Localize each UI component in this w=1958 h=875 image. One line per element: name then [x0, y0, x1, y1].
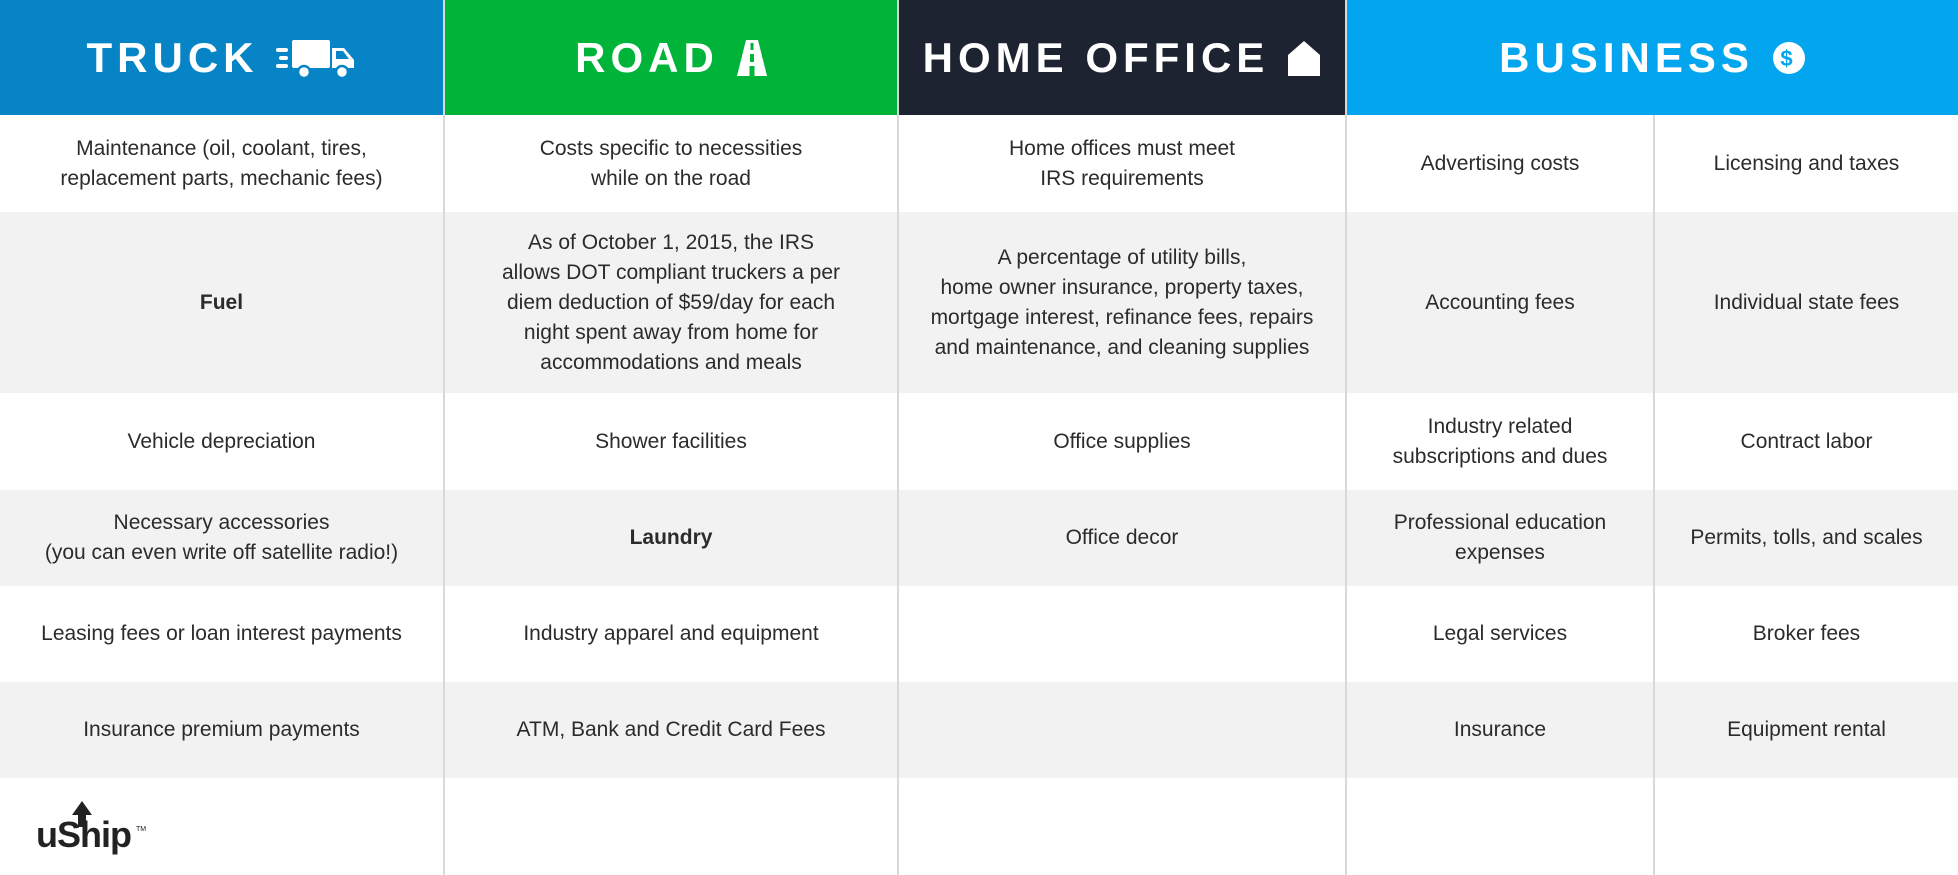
table-cell-truck: Insurance premium payments — [83, 718, 360, 741]
table-cell-business-2: Broker fees — [1752, 622, 1861, 645]
svg-text:$: $ — [1780, 45, 1798, 71]
table-cell-road: Industry apparel and equipment — [523, 622, 819, 645]
table-row — [0, 212, 1958, 393]
table-cell-business-1: Advertising costs — [1420, 151, 1580, 175]
table-cell-truck: Leasing fees or loan interest payments — [41, 622, 402, 645]
header-truck — [0, 0, 443, 115]
table-row — [0, 393, 1958, 490]
table-cell-home-office: Office decor — [1065, 526, 1179, 549]
table-row — [0, 682, 1958, 778]
table-cell-business-2: Contract labor — [1740, 429, 1873, 453]
table-cell-business-1: Industry related subscriptions and dues — [1392, 414, 1608, 468]
uship-logo — [36, 797, 146, 855]
table-cell-business-2: Licensing and taxes — [1713, 151, 1900, 175]
table-cell-truck: Fuel — [199, 290, 244, 314]
table-cell-road: Laundry — [629, 526, 713, 549]
table-cell-truck: Vehicle depreciation — [127, 429, 316, 453]
table-cell-home-office: Office supplies — [1053, 429, 1191, 453]
column-divider — [1345, 0, 1347, 875]
table-cell-road: As of October 1, 2015, the IRS allows DOT compliant truckers a per diem deduction of $59/day for each night spent away from home for accommodations and meals — [501, 230, 841, 374]
table-cell-road: Shower facilities — [595, 429, 747, 453]
house-icon — [1287, 40, 1321, 76]
dollar-coin-icon — [1772, 41, 1806, 75]
truck-icon — [276, 36, 356, 80]
table-cell-business-2: Permits, tolls, and scales — [1690, 526, 1923, 549]
table-cell-home-office: A percentage of utility bills, home owner insurance, property taxes, mortgage interest, refinance fees, repairs and maintenance, and cleaning supplies — [930, 245, 1314, 359]
table-cell-road: ATM, Bank and Credit Card Fees — [516, 718, 826, 741]
table-cell-business-2: Equipment rental — [1727, 718, 1886, 741]
table-cell-home-office — [899, 682, 1345, 778]
header-truck-label: TRUCK — [86, 33, 259, 81]
header-business-label: BUSINESS — [1499, 33, 1754, 81]
table-cell-home-office: Home offices must meet IRS requirements — [1008, 136, 1236, 190]
table-cell-business-1: Accounting fees — [1425, 290, 1575, 314]
table-cell-truck: Necessary accessories (you can even write off satellite radio!) — [44, 511, 399, 564]
svg-text:TM: TM — [136, 826, 146, 833]
svg-text:uShip: uShip — [36, 814, 131, 855]
table-cell-business-2: Individual state fees — [1713, 290, 1900, 314]
road-icon — [737, 40, 767, 76]
table-row — [0, 490, 1958, 586]
table-cell-business-1: Professional education expenses — [1393, 511, 1607, 564]
column-divider — [1653, 115, 1655, 875]
table-cell-home-office — [899, 586, 1345, 682]
header-home-office — [899, 0, 1345, 115]
header-business — [1347, 0, 1958, 115]
header-road-label: ROAD — [575, 33, 719, 81]
table-cell-road: Costs specific to necessities while on the road — [539, 136, 803, 190]
table-footer-row — [0, 778, 1958, 875]
header-home-office-label: HOME OFFICE — [922, 33, 1270, 81]
column-divider — [897, 0, 899, 875]
table-cell-business-1: Insurance — [1453, 718, 1547, 741]
header-road — [445, 0, 897, 115]
table-row — [0, 586, 1958, 682]
table-cell-business-1: Legal services — [1432, 622, 1568, 645]
table-cell-truck: Maintenance (oil, coolant, tires, replacement parts, mechanic fees) — [60, 136, 383, 190]
table-row — [0, 115, 1958, 212]
column-divider — [443, 0, 445, 875]
